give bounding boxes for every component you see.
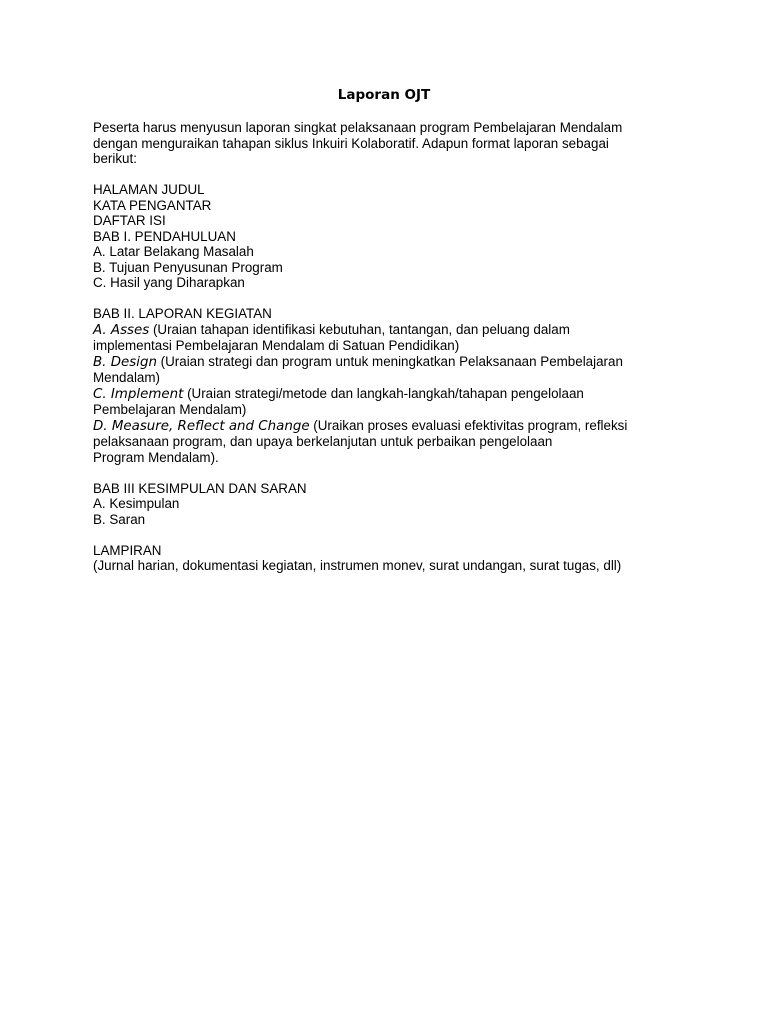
bab2-measure xyxy=(93,418,693,435)
bab3-item: A. Kesimpulan xyxy=(93,496,180,511)
intro-line: berikut: xyxy=(93,151,137,166)
design-cont: Mendalam) xyxy=(93,370,160,385)
spacer xyxy=(93,167,693,183)
spacer xyxy=(93,291,693,307)
document-title: Laporan OJT xyxy=(337,87,431,103)
bab2-heading: BAB II. LAPORAN KEGIATAN xyxy=(93,306,272,321)
design-text: (Uraian strategi dan program untuk meningkatkan Pelaksanaan Pembelajaran xyxy=(156,353,623,369)
bab3-item: B. Saran xyxy=(93,511,146,527)
bab1-heading: BAB I. PENDAHULUAN xyxy=(93,228,236,244)
spacer xyxy=(93,465,693,481)
intro-line: Peserta harus menyusun laporan singkat pelaksanaan program Pembelajaran Mendalam xyxy=(93,120,623,135)
measure-cont: Program Mendalam). xyxy=(93,449,219,465)
implement-label: C. Implement xyxy=(93,386,184,402)
document-body xyxy=(93,120,693,574)
implement-cont: Pembelajaran Mendalam) xyxy=(93,402,247,417)
asses-label: A. Asses xyxy=(93,322,150,338)
measure-label: D. Measure, Reflect and Change xyxy=(93,418,310,434)
lampiran-text: (Jurnal harian, dokumentasi kegiatan, instrumen monev, surat undangan, surat tugas, dll) xyxy=(93,558,622,573)
front-matter-item: DAFTAR ISI xyxy=(93,213,166,228)
bab2-implement xyxy=(93,386,693,403)
bab3-heading: BAB III KESIMPULAN DAN SARAN xyxy=(93,480,307,496)
bab1-item: B. Tujuan Penyusunan Program xyxy=(93,259,283,275)
spacer xyxy=(93,527,693,543)
asses-text: (Uraian tahapan identifikasi kebutuhan, tantangan, dan peluang dalam xyxy=(149,321,570,337)
measure-cont: pelaksanaan program, dan upaya berkelanjutan untuk perbaikan pengelolaan xyxy=(93,434,553,449)
front-matter-item: KATA PENGANTAR xyxy=(93,197,212,213)
bab2-design xyxy=(93,354,693,371)
bab2-asses xyxy=(93,322,693,339)
implement-text: (Uraian strategi/metode dan langkah-langkah/tahapan pengelolaan xyxy=(183,385,584,401)
measure-text: (Uraikan proses evaluasi efektivitas program, refleksi xyxy=(309,417,628,433)
intro-line: dengan menguraikan tahapan siklus Inkuiri Kolaboratif. Adapun format laporan sebagai xyxy=(93,135,609,151)
front-matter-item: HALAMAN JUDUL xyxy=(93,182,205,197)
asses-cont: implementasi Pembelajaran Mendalam di Satuan Pendidikan) xyxy=(93,338,460,353)
bab1-item: C. Hasil yang Diharapkan xyxy=(93,275,245,290)
design-label: B. Design xyxy=(93,354,157,370)
bab1-item: A. Latar Belakang Masalah xyxy=(93,244,254,259)
lampiran-heading: LAMPIRAN xyxy=(93,542,162,558)
